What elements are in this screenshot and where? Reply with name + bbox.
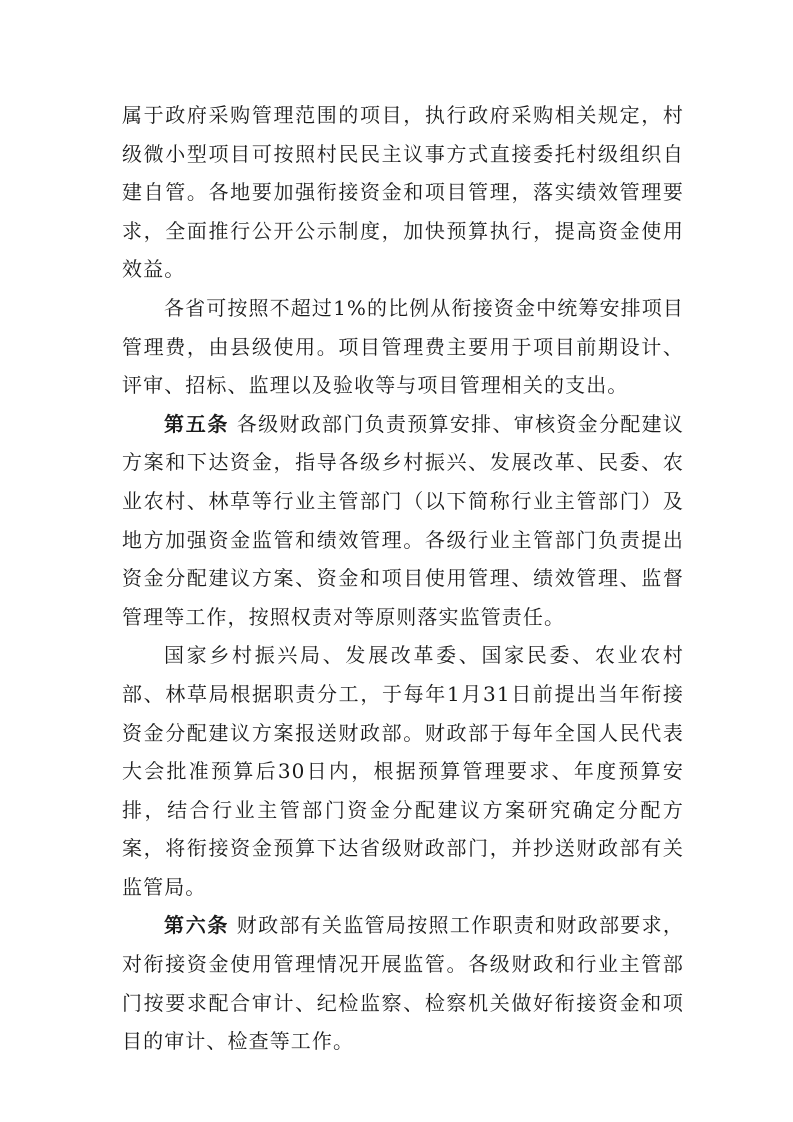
- article-paragraph: [122, 906, 684, 1060]
- paragraph: [122, 289, 684, 405]
- paragraph-text: 各级财政部门负责预算安排、审核资金分配建议方案和下达资金，指导各级乡村振兴、发展改革、民委、农业农村、林草等行业主管部门（以下简称行业主管部门）及地方加强资金监管和绩效管理。各级行业主管部门负责提出资金分配建议方案、资金和项目使用管理、绩效管理、监督管理等工作，按照权责对等原则落实监管责任。: [122, 411, 684, 629]
- paragraph-text: 财政部有关监管局按照工作职责和财政部要求，对衔接资金使用管理情况开展监管。各级财政和行业主管部门按要求配合审计、纪检监察、检察机关做好衔接资金和项目的审计、检查等工作。: [122, 913, 684, 1054]
- article-paragraph: [122, 405, 684, 637]
- paragraph-text: 属于政府采购管理范围的项目，执行政府采购相关规定，村级微小型项目可按照村民民主议事方式直接委托村级组织自建自管。各地要加强衔接资金和项目管理，落实绩效管理要求，全面推行公开公示制度，加快预算执行，提高资金使用效益。: [122, 103, 684, 282]
- paragraph-text: 各省可按照不超过1%的比例从衔接资金中统筹安排项目管理费，由县级使用。项目管理费主要用于项目前期设计、评审、招标、监理以及验收等与项目管理相关的支出。: [122, 295, 684, 398]
- paragraph: [122, 96, 684, 289]
- document-body: [122, 96, 684, 1061]
- article-heading: 第六条: [164, 913, 230, 938]
- article-heading: 第五条: [164, 411, 230, 436]
- paragraph-text: 国家乡村振兴局、发展改革委、国家民委、农业农村部、林草局根据职责分工，于每年1月31日前提出当年衔接资金分配建议方案报送财政部。财政部于每年全国人民代表大会批准预算后30日内，根据预算管理要求、年度预算安排，结合行业主管部门资金分配建议方案研究确定分配方案，将衔接资金预算下达省级财政部门，并抄送财政部有关监管局。: [122, 643, 684, 899]
- paragraph: [122, 636, 684, 906]
